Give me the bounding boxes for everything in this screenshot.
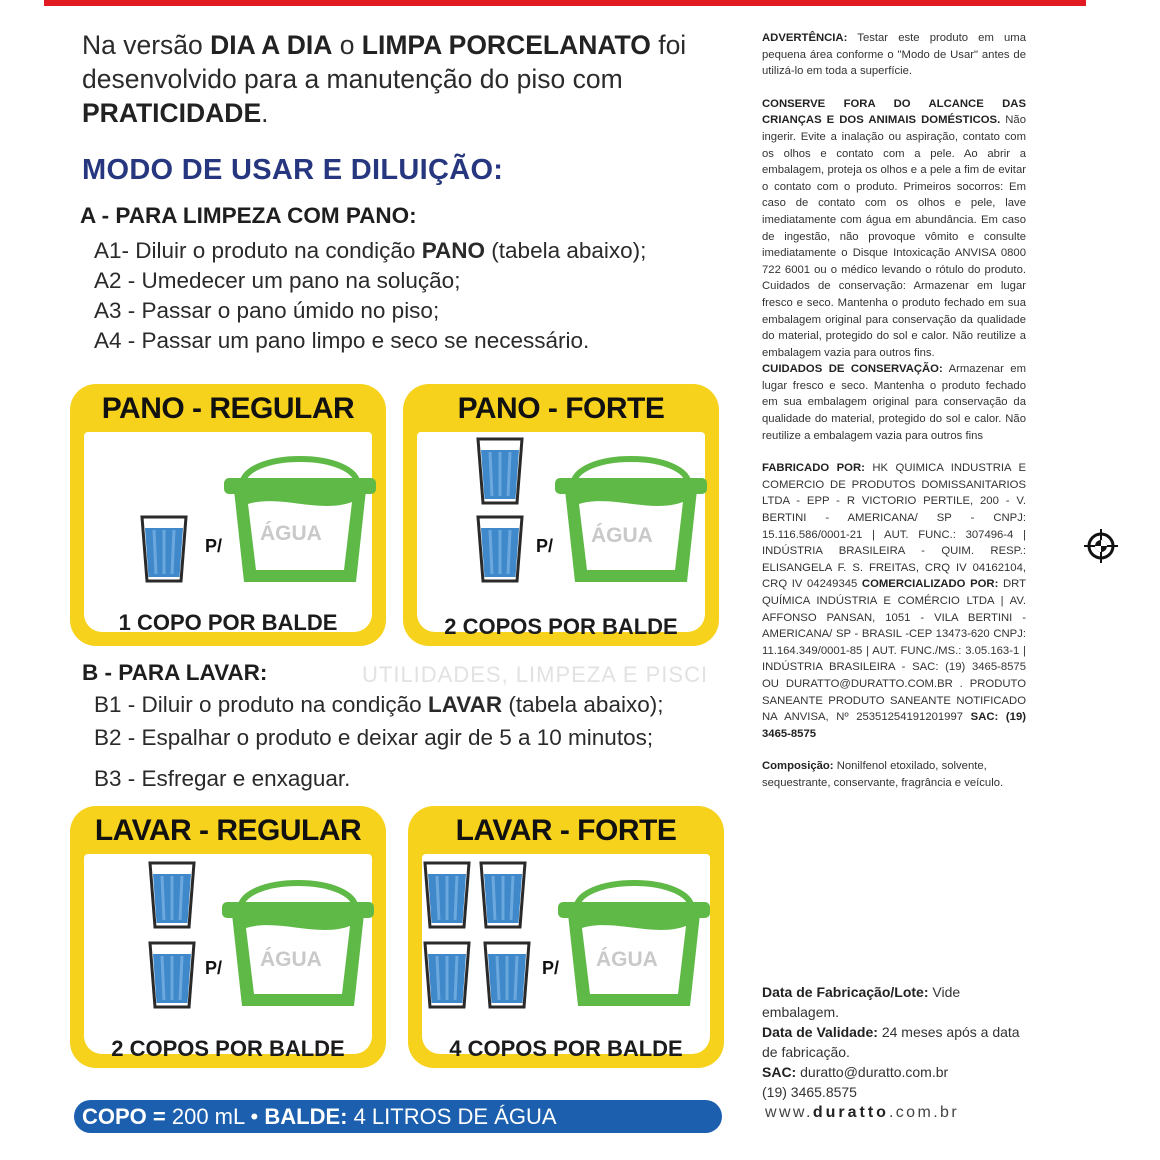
comercializado-label: COMERCIALIZADO POR: xyxy=(861,578,999,591)
per-label: P/ xyxy=(542,958,560,978)
water-glass-icon xyxy=(478,860,528,930)
cuidados-label: CUIDADOS DE CONSERVAÇÃO: xyxy=(762,363,943,376)
fabricacao-label: Data de Fabricação/Lote: xyxy=(762,984,929,1000)
bucket-icon xyxy=(218,880,378,1010)
composicao-block xyxy=(762,758,1026,791)
intro-text: foi desenvolvido para a manutenção do piso com xyxy=(82,30,687,94)
intro-text: Na versão xyxy=(82,30,211,60)
water-glass-icon xyxy=(147,860,197,930)
copo-value: 200 mL • xyxy=(165,1104,265,1129)
balde-label: BALDE: xyxy=(264,1104,348,1129)
validade-line xyxy=(762,1022,1026,1062)
composicao-label: Composição: xyxy=(762,760,834,773)
advertencia-text: Testar este produto em uma pequena área conforme o "Modo de Usar" antes de utilizá-lo em toda a superfície. xyxy=(762,32,1026,78)
step-a2: A2 - Umedecer um pano na solução; xyxy=(94,268,461,293)
water-glass-icon xyxy=(422,860,472,930)
validade-text: 24 meses após a data de fabricação. xyxy=(762,1024,1020,1060)
comercializado-text: DRT QUÍMICA INDÚSTRIA E COMÉRCIO LTDA | AV. AFFONSO PANSAN, 1051 - VILA BERTINI - AMERICANA/ SP - BRASIL -CEP 13473-620 CNPJ: 11.164.349/0001-85 | AUT. FUNC./MS.: 3.05.163-1 | INDÚSTRIA BRASILEIRA - SAC: (19) 3465-8575 OU DURATTO@DURATTO.COM.BR . PRODUTO SANEANTE PRODUTO SANEANTE NOTIFICADO NA ANVISA, Nº 25351254191201997 xyxy=(762,578,1026,724)
site-brand: duratto xyxy=(812,1104,889,1121)
card-lavar-forte xyxy=(408,806,724,1068)
card-caption: 2 COPOS POR BALDE xyxy=(111,1036,345,1061)
intro-paragraph xyxy=(82,28,722,130)
crosshair-target-icon xyxy=(1084,529,1118,563)
fabricado-text: HK QUIMICA INDUSTRIA E COMERCIO DE PRODUTOS DOMISSANITARIOS LTDA - EPP - R VICTORIO PERTILE, 200 - V. BERTINI - AMERICANA/ SP - CNPJ: 15.116.586/0001-21 | AUT. FUNC.: 307496-4 | INDÚSTRIA BRASILEIRA - QUIM. RESP.: ELISANGELA F. S. FREITAS, CRQ IV 04162104, CRQ IV 04249345 xyxy=(762,462,1026,591)
right-legal-column xyxy=(762,30,1026,808)
card-lavar-regular xyxy=(70,806,386,1068)
water-glass-icon xyxy=(147,940,197,1010)
section-b-steps xyxy=(94,688,663,795)
fabricante-block xyxy=(762,460,1026,742)
card-pano-regular xyxy=(70,384,386,646)
conserve-text: Não ingerir. Evite a inalação ou aspiração, contato com os olhos e contato com a pele. Ao abrir a embalagem, proteja os olhos e a pele a fim de evitar o contato com o produto. Primeiros socorros: Em caso de contato com os olhos e pele, lave imediatamente com água em abundância. Em caso de ingestão, não provoque vômito e consulte imediatamente o Disque Intoxicação ANVISA 0800 722 6001 ou o médico levando o rótulo do produto. Cuidados de conservação: Armazenar em lugar fresco e seco. Mantenha o produto fechado em sua embalagem original para conservação da qualidade do material, protegido do sol e calor. Não reutilize a embalagem vazia para outros fins. xyxy=(762,114,1026,359)
per-label: P/ xyxy=(536,536,554,556)
per-label: P/ xyxy=(205,536,223,556)
right-dates-block xyxy=(762,982,1026,1102)
card-inner xyxy=(417,432,705,632)
step-text: (tabela abaixo); xyxy=(485,238,647,263)
watermark-text: UTILIDADES, LIMPEZA E PISCI xyxy=(362,662,709,687)
card-inner xyxy=(84,854,372,1054)
fabricacao-text: Vide embalagem. xyxy=(762,984,961,1020)
bucket-icon xyxy=(551,456,711,586)
step-b1 xyxy=(94,688,663,721)
intro-bold: DIA A DIA xyxy=(210,30,333,60)
intro-bold: LIMPA PORCELANATO xyxy=(361,30,651,60)
step-b3: B3 - Esfregar e enxaguar. xyxy=(94,766,351,791)
card-pano-forte xyxy=(403,384,719,646)
dosage-footer-bar xyxy=(74,1100,722,1133)
step-a3: A3 - Passar o pano úmido no piso; xyxy=(94,298,440,323)
validade-label: Data de Validade: xyxy=(762,1024,878,1040)
card-title: LAVAR - FORTE xyxy=(455,814,677,847)
conserve-label: CONSERVE FORA DO ALCANCE DAS CRIANÇAS E DOS ANIMAIS DOMÉSTICOS. xyxy=(762,97,1026,127)
sac-bold: SAC: (19) 3465-8575 xyxy=(762,711,1026,740)
section-b-title: B - PARA LAVAR: xyxy=(82,660,268,685)
advertencia-label: ADVERTÊNCIA: xyxy=(762,32,848,44)
card-inner xyxy=(422,854,710,1054)
water-glass-icon xyxy=(422,940,472,1010)
bucket-water-label: ÁGUA xyxy=(596,948,658,971)
step-b2: B2 - Espalhar o produto e deixar agir de 5 a 10 minutos; xyxy=(94,725,654,750)
site-suffix: .com.br xyxy=(888,1104,960,1121)
copo-label: COPO = xyxy=(82,1104,166,1129)
modo-de-usar-title: MODO DE USAR E DILUIÇÃO: xyxy=(82,154,504,186)
card-caption: 2 COPOS POR BALDE xyxy=(444,614,678,639)
fabricacao-line xyxy=(762,982,1026,1022)
step-bold: LAVAR xyxy=(427,692,503,717)
step-a1 xyxy=(94,236,646,266)
fabricado-label: FABRICADO POR: xyxy=(762,462,865,475)
sac-email[interactable]: duratto@duratto.com.br xyxy=(796,1064,949,1080)
bucket-water-label: ÁGUA xyxy=(591,524,653,547)
top-red-bar xyxy=(44,0,1086,6)
bucket-icon xyxy=(554,880,714,1010)
section-a-title: A - PARA LIMPEZA COM PANO: xyxy=(80,203,417,228)
bucket-icon xyxy=(220,456,380,586)
card-caption: 1 COPO POR BALDE xyxy=(118,610,338,635)
water-glass-icon xyxy=(482,940,532,1010)
bucket-water-label: ÁGUA xyxy=(260,522,322,545)
per-label: P/ xyxy=(205,958,223,978)
intro-text: . xyxy=(261,98,269,128)
step-bold: PANO xyxy=(421,238,486,263)
step-text: (tabela abaixo); xyxy=(502,692,664,717)
sac-label: SAC: xyxy=(762,1064,797,1080)
water-glass-icon xyxy=(475,436,525,506)
bucket-water-label: ÁGUA xyxy=(260,948,322,971)
water-glass-icon xyxy=(139,514,189,584)
water-glass-icon xyxy=(475,514,525,584)
conserve-block xyxy=(762,96,1026,444)
section-a-steps xyxy=(94,236,646,356)
composicao-text: Nonilfenol etoxilado, solvente, sequestrante, conservante, fragrância e veículo. xyxy=(762,760,1004,789)
phone-line: (19) 3465.8575 xyxy=(762,1084,857,1100)
step-text: B1 - Diluir o produto na condição xyxy=(94,692,428,717)
step-text: A1- Diluir o produto na condição xyxy=(94,238,422,263)
card-inner xyxy=(84,432,372,632)
intro-bold: PRATICIDADE xyxy=(82,98,262,128)
step-a4: A4 - Passar um pano limpo e seco se necessário. xyxy=(94,328,590,353)
cuidados-text: Armazenar em lugar fresco e seco. Mantenha o produto fechado em sua embalagem original para conservação da qualidade do material, protegido do sol e calor. Não reutilize a embalagem vazia para outros fins xyxy=(762,363,1026,442)
card-caption: 4 COPOS POR BALDE xyxy=(449,1036,683,1061)
website-link[interactable] xyxy=(765,1104,959,1122)
intro-text: o xyxy=(332,30,362,60)
sac-line xyxy=(762,1062,1026,1082)
balde-value: 4 LITROS DE ÁGUA xyxy=(347,1104,557,1129)
site-prefix: www. xyxy=(765,1104,813,1121)
card-title: PANO - REGULAR xyxy=(101,392,355,425)
card-title: LAVAR - REGULAR xyxy=(94,814,362,847)
advertencia-block xyxy=(762,30,1026,80)
card-title: PANO - FORTE xyxy=(457,392,665,425)
